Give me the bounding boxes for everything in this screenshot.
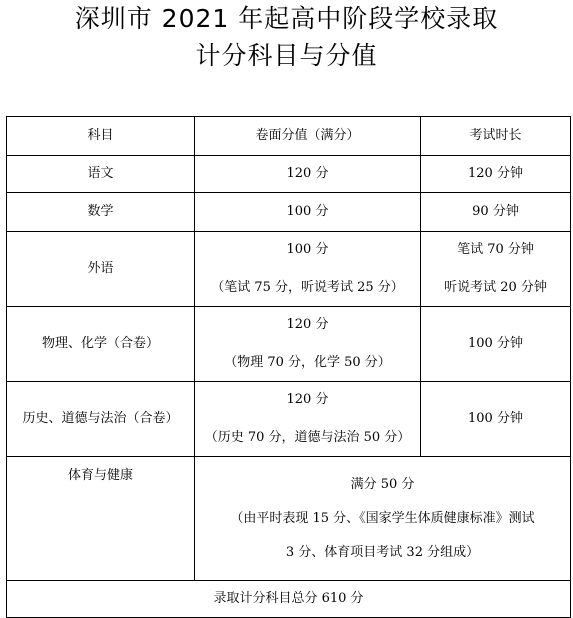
score-main: 120 分 [286, 317, 329, 332]
table-header-row [7, 117, 571, 156]
pe-line: （由平时表现 15 分、《国家学生体质健康标准》测试 [230, 510, 535, 526]
score-main: 100 分 [286, 242, 329, 257]
subject-cell: 数学 [7, 193, 195, 232]
score-cell: 100 分 [195, 193, 421, 232]
score-cell [195, 307, 421, 382]
score-detail: （物理 70 分，化学 50 分） [224, 355, 391, 370]
table-row [7, 307, 571, 382]
total-cell: 录取计分科目总分 610 分 [7, 581, 571, 618]
duration-cell: 120 分钟 [421, 156, 571, 193]
pe-line: 满分 50 分 [350, 476, 415, 492]
score-table [6, 116, 571, 618]
table-total-row [7, 581, 571, 618]
duration-cell [421, 232, 571, 307]
score-main: 120 分 [286, 392, 329, 407]
header-score: 卷面分值（满分） [195, 117, 421, 156]
subject-cell: 语文 [7, 156, 195, 193]
document-title-line1: 深圳市 2021 年起高中阶段学校录取 [74, 4, 499, 33]
subject-cell: 外语 [7, 232, 195, 307]
header-duration: 考试时长 [421, 117, 571, 156]
duration-line: 笔试 70 分钟 [457, 242, 534, 257]
score-cell [195, 232, 421, 307]
table-row [7, 232, 571, 307]
table-row [7, 457, 571, 581]
score-cell: 120 分 [195, 156, 421, 193]
table-row [7, 156, 571, 193]
header-subject: 科目 [7, 117, 195, 156]
table-row [7, 382, 571, 457]
pe-line: 3 分、体育项目考试 32 分组成） [285, 544, 480, 560]
score-detail: （历史 70 分，道德与法治 50 分） [204, 430, 411, 445]
table-row [7, 193, 571, 232]
duration-cell: 90 分钟 [421, 193, 571, 232]
document-title-line2: 计分科目与分值 [195, 41, 378, 70]
duration-line: 听说考试 20 分钟 [444, 280, 547, 295]
score-detail: （笔试 75 分，听说考试 25 分） [211, 280, 404, 295]
pe-score-cell [195, 457, 571, 581]
subject-cell: 历史、道德与法治（合卷） [7, 382, 195, 457]
duration-cell: 100 分钟 [421, 307, 571, 382]
duration-cell: 100 分钟 [421, 382, 571, 457]
subject-cell: 物理、化学（合卷） [7, 307, 195, 382]
subject-cell: 体育与健康 [7, 457, 195, 581]
score-cell [195, 382, 421, 457]
